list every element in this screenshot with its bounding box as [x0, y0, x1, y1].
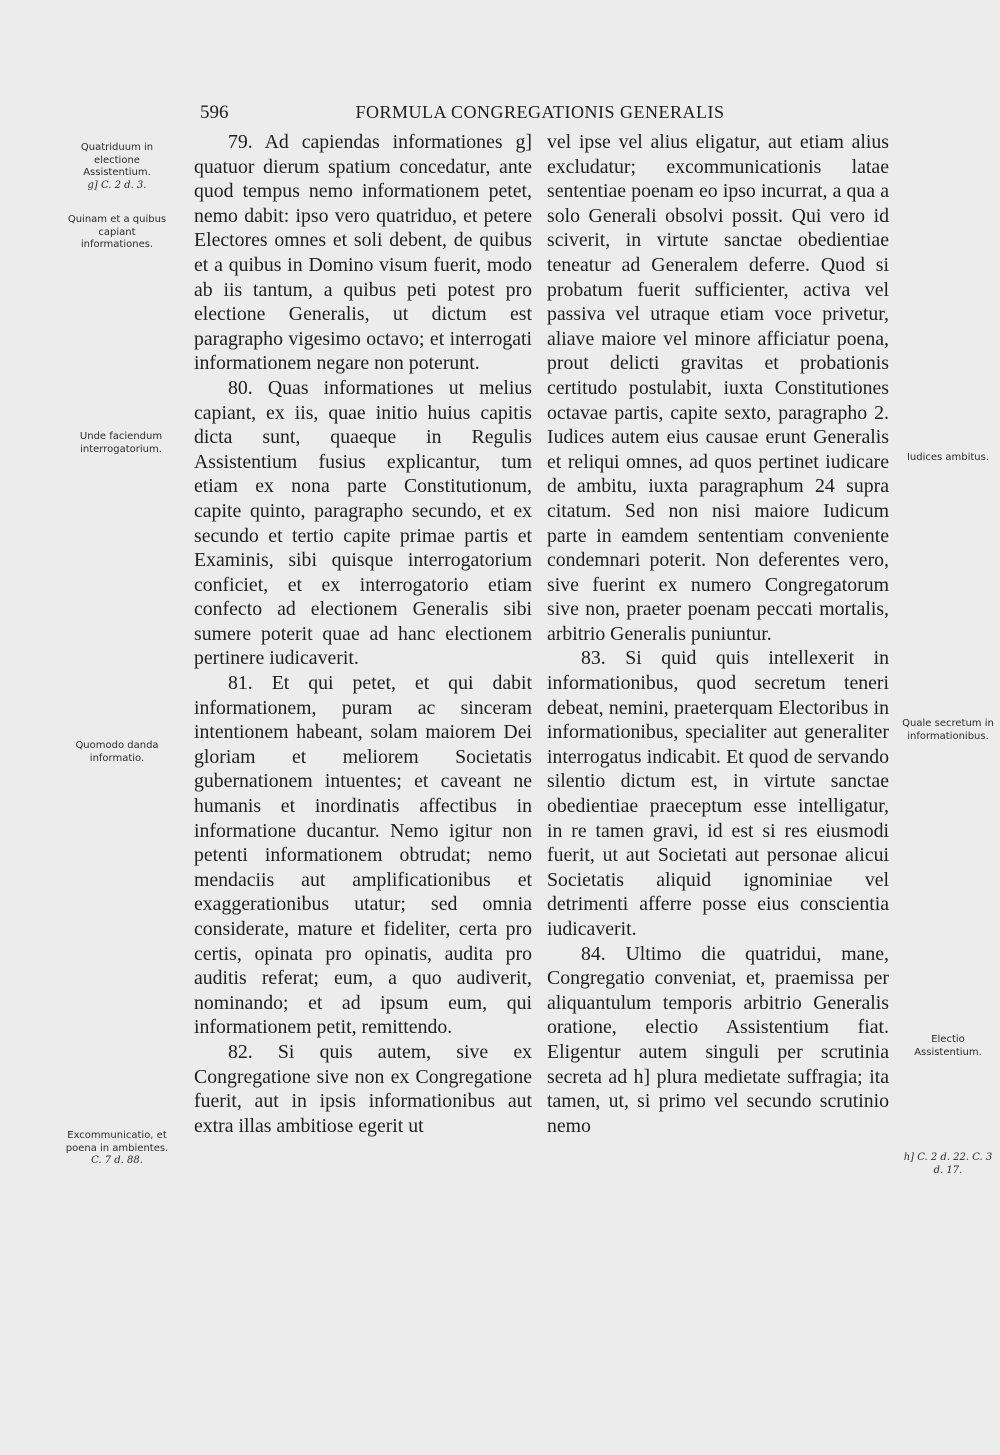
- page-number: 596: [200, 102, 229, 123]
- margin-note-left-3: [66, 431, 176, 456]
- margin-note-text: Electio Assistentium.: [914, 1034, 982, 1058]
- paragraph-80: 80. Quas informationes ut melius capiant, ex iis, quae initio huius capitis dicta sunt, quaeque in Regulis Assistentium fusius explicantur, tum etiam ex nona parte Constitutionum, capite quinto, paragrapho secundo, et ex secundo et tertio capite primae partis et Examinis, sibi quisque interrogatorium conficiet, et ex interrogatorio etiam confecto ad electionem Generalis sibi sumere poterit quae ad hanc electionem pertinere iudicaverit.: [194, 376, 532, 670]
- margin-note-left-4: [62, 740, 172, 765]
- paragraph-83: 83. Si quid quis intellexerit in informationibus, quod secretum teneri debeat, nemini, praeterquam Electoribus in informationibus, specialiter aut generaliter interrogatus indicabit. Et quod de servando silentio dictum est, in virtute sanctae obedientiae praeceptum esse intelligatur, in re tamen gravi, id est si res eiusmodi fuerit, ut aut Societati aut personae alicui Societatis aliquid ignominiae vel detrimenti afferre posse eius conscientia iudicaverit.: [547, 647, 889, 940]
- margin-note-right-4: [898, 1152, 998, 1177]
- paragraph-79: 79. Ad capiendas informationes g] quatuor dierum spatium concedatur, ante quod tempus nemo informationem petet, nemo dabit: ipso vero quatriduo, et petere Electores omnes et soli debent, de quibus et a quibus in Domino visum fuerit, modo ab iis tantum, a quibus peti potest pro electione Generalis, ut dictum est paragrapho vigesimo octavo; et interrogati informationem negare non poterunt.: [194, 131, 532, 375]
- paragraph-84: 84. Ultimo die quatridui, mane, Congregatio conveniat, et, praemissa per aliquantulum temporis arbitrio Generalis oratione, electio Assistentium fiat. Eligentur autem singuli per scrutinia secreta ad h] plura medietate suffragia; ita tamen, ut, si primo vel secundo scrutinio nemo: [547, 942, 889, 1137]
- running-title: FORMULA CONGREGATIONIS GENERALIS: [355, 102, 725, 122]
- margin-note-ref: g] C. 2 d. 3.: [87, 179, 147, 191]
- margin-note-right-3: [898, 1034, 998, 1059]
- paragraph-82: 82. Si quis autem, sive ex Congregatione sive non ex Congregatione fuerit, aut in ipsis informationibus aut extra illas ambitiose egerit ut: [194, 1040, 532, 1137]
- paragraph-82-continued: vel ipse vel alius eligatur, aut etiam alius excludatur; excommunicationis latae sententiae poenam eo ipso incurrat, a qua a solo Generali obsolvi possit. Qui vero id sciverit, in virtute sanctae obedientiae teneatur ad Generalem deferre. Quod si probatum fuerit sufficienter, activa vel passiva vel utraque etiam voce privetur, aliave maiore vel minore afficiatur poena, prout delicti gravitas et probationis certitudo postulabit, iuxta Constitutiones octavae partis, capite sexto, paragrapho 2. Iudices autem eius causae erunt Generalis et reliqui omnes, ad quos pertinet iudicare de ambitu, iuxta paragraphum 24 supra citatum. Sed non nisi maiore Iudicum parte in eamdem sententiam conveniente condemnari poterit. Non deferentes vero, sive fuerint ex numero Congregatorum sive non, praeter poenam peccati mortalis, arbitrio Generalis puniuntur.: [547, 131, 889, 645]
- margin-note-text: Quomodo danda informatio.: [75, 740, 159, 764]
- margin-note-text: Iudices ambitus.: [906, 452, 990, 463]
- margin-note-text: Excommunicatio, et poena in ambientes.: [65, 1130, 169, 1154]
- margin-note-left-5: [62, 1130, 172, 1168]
- page-header: [0, 102, 1000, 132]
- margin-note-right-2: [898, 718, 998, 743]
- margin-note-left-1: [62, 142, 172, 192]
- margin-note-ref: h] C. 2 d. 22. C. 3 d. 17.: [903, 1152, 993, 1176]
- margin-note-text: Quale secretum in informationibus.: [902, 718, 994, 742]
- margin-note-right-1: [898, 452, 998, 465]
- margin-note-text: Unde faciendum interrogatorium.: [79, 431, 163, 455]
- margin-note-ref: C. 7 d. 88.: [91, 1155, 143, 1166]
- paragraph-81: 81. Et qui petet, et qui dabit informationem, puram ac sinceram intentionem habeant, solam maiorem Dei gloriam et meliorem Societatis gubernationem intuentes; et caveant ne humanis et inordinatis affectibus in informatione ducantur. Nemo igitur non petenti informationem obtrudat; nemo mendaciis aut amplificationibus et exaggerationibus utatur; sed omnia considerate, mature et fideliter, certa pro certis, opinata pro opinatis, audita pro auditis referat; eum, a quo audiverit, nominando; et ad ipsum eum, qui informationem petit, remittendo.: [194, 672, 532, 1039]
- left-column: [194, 130, 532, 1138]
- margin-note-text: Quatriduum in electione Assistentium.: [80, 142, 154, 178]
- margin-note-text: Quinam et a quibus capiant informationes.: [67, 214, 167, 250]
- margin-note-left-2: [62, 214, 172, 252]
- right-column: [547, 130, 889, 1138]
